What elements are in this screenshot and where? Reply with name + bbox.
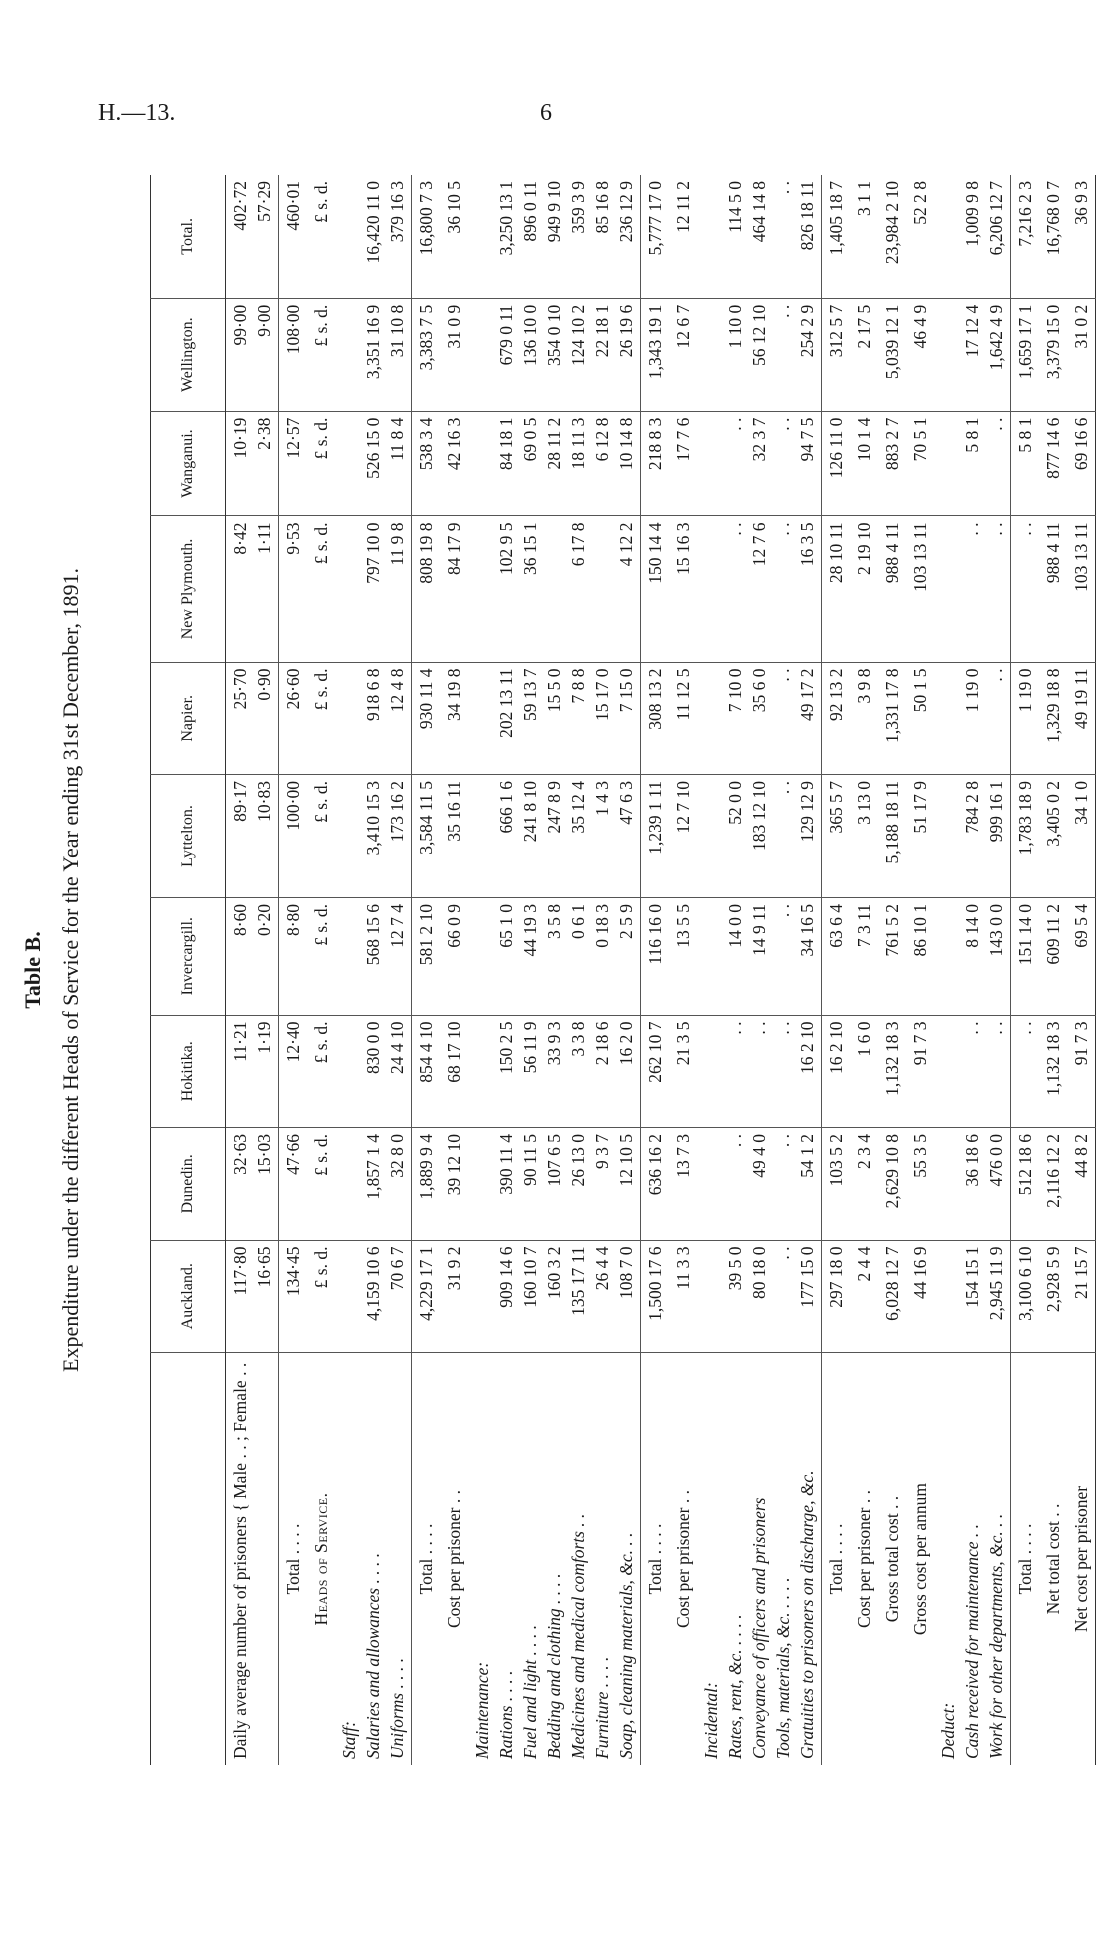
row-label: Maintenance: Rations . . . . Fuel and light . . . . Bedding and clothing . . . . Medicines and medical comforts . . Furniture . . . . Soap, cleaning materials, &c. . .: [472, 1513, 636, 1759]
value-cell: 854 4 10: [412, 1015, 441, 1127]
value-cell: £ s. d.: [307, 411, 335, 516]
value-cell: 16,420 11 0 379 16 3: [335, 175, 412, 298]
value-cell: 17 12 4 1,642 4 9: [934, 298, 1011, 411]
value-cell: 365 5 7: [822, 775, 851, 898]
value-cell: 12 6 7: [669, 298, 697, 411]
row-label-cell: [934, 1353, 1011, 1766]
value-cell: . . 12 7 6 . . 16 3 5: [697, 516, 822, 662]
value-cell: 12 7 10: [669, 775, 697, 898]
value-cell: 12 11 2: [669, 175, 697, 298]
value-cell: 312 5 7: [822, 298, 851, 411]
column-header: Total.: [151, 175, 226, 298]
value-cell: 117·80 16·65: [226, 1240, 279, 1352]
value-cell: 21 15 7: [1067, 1240, 1096, 1352]
table-row: [412, 175, 441, 1765]
row-label: Daily average number of prisoners { Male . . ; Female . .: [230, 1362, 250, 1759]
value-cell: 2 4 4: [850, 1240, 878, 1352]
value-cell: 11 12 5: [669, 662, 697, 774]
value-cell: 3,584 11 5: [412, 775, 441, 898]
value-cell: 666 1 6 241 8 10 247 8 9 35 12 4 1 4 3 47 6 3: [468, 775, 641, 898]
value-cell: 99·00 9·00: [226, 298, 279, 411]
value-cell: 7 10 0 35 6 0 . . 49 17 2: [697, 662, 822, 774]
value-cell: . . 49 4 0 . . 54 1 2: [697, 1128, 822, 1240]
value-cell: 12·57: [279, 411, 308, 516]
value-cell: 35 16 11: [440, 775, 468, 898]
column-header: Napier.: [151, 662, 226, 774]
value-cell: 103 13 11: [1067, 516, 1096, 662]
column-header: New Plymouth.: [151, 516, 226, 662]
value-cell: 100·00: [279, 775, 308, 898]
value-cell: 16,768 0 7: [1039, 175, 1067, 298]
value-cell: 13 5 5: [669, 897, 697, 1015]
table-label: Table B.: [20, 931, 45, 1009]
expenditure-table: [150, 175, 1096, 1765]
value-cell: 1,857 1 4 32 8 0: [335, 1128, 412, 1240]
value-cell: £ s. d.: [307, 897, 335, 1015]
value-cell: 14 0 0 14 9 11 . . 34 16 5: [697, 897, 822, 1015]
row-label: Net total cost . .: [1043, 1503, 1063, 1615]
value-cell: 13 7 3: [669, 1128, 697, 1240]
value-cell: 8·42 1·11: [226, 516, 279, 662]
value-cell: 202 13 11 59 13 7 15 5 0 7 8 8 15 17 0 7 15 0: [468, 662, 641, 774]
value-cell: 70 5 1: [906, 411, 934, 516]
value-cell: 784 2 8 999 16 1: [934, 775, 1011, 898]
value-cell: 4,229 17 1: [412, 1240, 441, 1352]
value-cell: 116 16 0: [641, 897, 670, 1015]
row-label-cell: [822, 1353, 851, 1766]
value-cell: 988 4 11: [878, 516, 906, 662]
value-cell: 460·01: [279, 175, 308, 298]
value-cell: 17 7 6: [669, 411, 697, 516]
value-cell: £ s. d.: [307, 775, 335, 898]
value-cell: 3,379 15 0: [1039, 298, 1067, 411]
value-cell: 1,889 9 4: [412, 1128, 441, 1240]
value-cell: 69 16 6: [1067, 411, 1096, 516]
value-cell: 55 3 5: [906, 1128, 934, 1240]
value-cell: 10 1 4: [850, 411, 878, 516]
row-label: Total . . . .: [416, 1523, 436, 1595]
table-row: [335, 175, 412, 1765]
value-cell: 1 10 0 56 12 10 . . 254 2 9: [697, 298, 822, 411]
value-cell: 52 0 0 183 12 10 . . 129 12 9: [697, 775, 822, 898]
row-label: Cost per prisoner . .: [673, 1489, 693, 1629]
value-cell: 877 14 6: [1039, 411, 1067, 516]
value-cell: . . . . . . 16 2 10: [697, 1015, 822, 1127]
value-cell: 262 10 7: [641, 1015, 670, 1127]
value-cell: 126 11 0: [822, 411, 851, 516]
value-cell: 390 11 4 90 11 5 107 6 5 26 13 0 9 3 7 12 10 5: [468, 1128, 641, 1240]
value-cell: 8·80: [279, 897, 308, 1015]
value-cell: 21 3 5: [669, 1015, 697, 1127]
table-row: [1011, 175, 1040, 1765]
table-row: [669, 175, 697, 1765]
page-id: H.—13.: [98, 100, 176, 126]
value-cell: 883 2 7: [878, 411, 906, 516]
column-header: Auckland.: [151, 1240, 226, 1352]
row-label-cell: [307, 1353, 335, 1766]
value-cell: 1,132 18 3: [1039, 1015, 1067, 1127]
row-label-cell: [878, 1353, 906, 1766]
row-label-cell: [1067, 1353, 1096, 1766]
table-row: [1039, 175, 1067, 1765]
value-cell: 3,100 6 10: [1011, 1240, 1040, 1352]
column-header: Dunedin.: [151, 1128, 226, 1240]
value-cell: £ s. d.: [307, 175, 335, 298]
value-cell: 1,009 9 8 6,206 12 7: [934, 175, 1011, 298]
value-cell: 3 13 0: [850, 775, 878, 898]
value-cell: 297 18 0: [822, 1240, 851, 1352]
value-cell: 1,405 18 7: [822, 175, 851, 298]
value-cell: 103 13 11: [906, 516, 934, 662]
table-row: [822, 175, 851, 1765]
value-cell: . . 32 3 7 . . 94 7 5: [697, 411, 822, 516]
value-cell: 1,331 17 8: [878, 662, 906, 774]
row-label-cell: [468, 1353, 641, 1766]
value-cell: 1,500 17 6: [641, 1240, 670, 1352]
value-cell: 1 19 0: [1011, 662, 1040, 774]
value-cell: 84 18 1 69 0 5 28 11 2 18 11 3 6 12 8 10 14 8: [468, 411, 641, 516]
table-row: [906, 175, 934, 1765]
value-cell: 34 19 8: [440, 662, 468, 774]
value-cell: 150 2 5 56 11 9 33 9 3 3 3 8 2 18 6 16 2 0: [468, 1015, 641, 1127]
value-cell: 3,405 0 2: [1039, 775, 1067, 898]
row-label-cell: [906, 1353, 934, 1766]
value-cell: 69 5 4: [1067, 897, 1096, 1015]
value-cell: 44 16 9: [906, 1240, 934, 1352]
value-cell: 1 6 0: [850, 1015, 878, 1127]
value-cell: 581 2 10: [412, 897, 441, 1015]
row-label-cell: [669, 1353, 697, 1766]
value-cell: 5,188 18 11: [878, 775, 906, 898]
value-cell: 2,629 10 8: [878, 1128, 906, 1240]
value-cell: 1,343 19 1: [641, 298, 670, 411]
value-cell: 8·60 0·20: [226, 897, 279, 1015]
value-cell: 51 17 9: [906, 775, 934, 898]
value-cell: 988 4 11: [1039, 516, 1067, 662]
value-cell: 108·00: [279, 298, 308, 411]
row-label-cell: [335, 1353, 412, 1766]
row-label-cell: [641, 1353, 670, 1766]
value-cell: 7 3 11: [850, 897, 878, 1015]
table-row: [279, 175, 308, 1765]
page-number: 6: [540, 100, 552, 126]
value-cell: 2,928 5 9: [1039, 1240, 1067, 1352]
value-cell: 761 5 2: [878, 897, 906, 1015]
value-cell: 52 2 8: [906, 175, 934, 298]
value-cell: 3,250 13 1 896 0 11 949 9 10 359 3 9 85 16 8 236 12 9: [468, 175, 641, 298]
value-cell: 91 7 3: [1067, 1015, 1096, 1127]
value-cell: 636 16 2: [641, 1128, 670, 1240]
row-label-cell: [697, 1353, 822, 1766]
value-cell: 538 3 4: [412, 411, 441, 516]
value-cell: 808 19 8: [412, 516, 441, 662]
row-label: Cost per prisoner . .: [444, 1489, 464, 1629]
value-cell: 930 11 4: [412, 662, 441, 774]
row-label-cell: [1039, 1353, 1067, 1766]
value-cell: 1,659 17 1: [1011, 298, 1040, 411]
value-cell: 16,800 7 3: [412, 175, 441, 298]
value-cell: 402·72 57·29: [226, 175, 279, 298]
value-cell: 31 9 2: [440, 1240, 468, 1352]
value-cell: 11·21 1·19: [226, 1015, 279, 1127]
value-cell: . . . .: [934, 516, 1011, 662]
value-cell: 3,410 15 3 173 16 2: [335, 775, 412, 898]
value-cell: 36 10 5: [440, 175, 468, 298]
value-cell: 154 15 1 2,945 11 9: [934, 1240, 1011, 1352]
table-row: [934, 175, 1011, 1765]
value-cell: 526 15 0 11 8 4: [335, 411, 412, 516]
value-cell: 2 19 10: [850, 516, 878, 662]
value-cell: 92 13 2: [822, 662, 851, 774]
table-row: [307, 175, 335, 1765]
table-row: [440, 175, 468, 1765]
value-cell: 2 17 5: [850, 298, 878, 411]
table-row: [226, 175, 279, 1765]
column-header: Hokitika.: [151, 1015, 226, 1127]
row-label-cell: [226, 1353, 279, 1766]
value-cell: 218 8 3: [641, 411, 670, 516]
value-cell: 3 1 1: [850, 175, 878, 298]
row-label-cell: [412, 1353, 441, 1766]
value-cell: 36 9 3: [1067, 175, 1096, 298]
value-cell: 26·60: [279, 662, 308, 774]
value-cell: 16 2 10: [822, 1015, 851, 1127]
value-cell: 2,116 12 2: [1039, 1128, 1067, 1240]
value-cell: 65 1 0 44 19 3 3 5 8 0 6 1 0 18 3 2 5 9: [468, 897, 641, 1015]
value-cell: 1 19 0 . .: [934, 662, 1011, 774]
value-cell: 134·45: [279, 1240, 308, 1352]
value-cell: 34 1 0: [1067, 775, 1096, 898]
column-header: Wellington.: [151, 298, 226, 411]
value-cell: . .: [1011, 516, 1040, 662]
value-cell: 91 7 3: [906, 1015, 934, 1127]
value-cell: 49 19 11: [1067, 662, 1096, 774]
row-label: Cost per prisoner . .: [854, 1489, 874, 1629]
rotated-table-area: [0, 140, 1091, 1800]
table-row: [641, 175, 670, 1765]
value-cell: 1,329 18 8: [1039, 662, 1067, 774]
table-row: [697, 175, 822, 1765]
column-header: Wanganui.: [151, 411, 226, 516]
row-label: Total . . . .: [826, 1523, 846, 1595]
value-cell: 512 18 6: [1011, 1128, 1040, 1240]
value-cell: 151 14 0: [1011, 897, 1040, 1015]
value-cell: 23,984 2 10: [878, 175, 906, 298]
value-cell: 830 0 0 24 4 10: [335, 1015, 412, 1127]
value-cell: 9·53: [279, 516, 308, 662]
value-cell: 11 3 3: [669, 1240, 697, 1352]
value-cell: 31 0 2: [1067, 298, 1096, 411]
value-cell: £ s. d.: [307, 662, 335, 774]
value-cell: 47·66: [279, 1128, 308, 1240]
value-cell: 7,216 2 3: [1011, 175, 1040, 298]
value-cell: 15 16 3: [669, 516, 697, 662]
value-cell: . . . .: [934, 1015, 1011, 1127]
value-cell: 150 14 4: [641, 516, 670, 662]
value-cell: 5 8 1 . .: [934, 411, 1011, 516]
value-cell: 102 9 5 36 15 1 6 17 8 4 12 2: [468, 516, 641, 662]
value-cell: 39 12 10: [440, 1128, 468, 1240]
table-row: [468, 175, 641, 1765]
value-cell: 4,159 10 6 70 6 7: [335, 1240, 412, 1352]
column-header: Lyttelton.: [151, 775, 226, 898]
value-cell: 3,383 7 5: [412, 298, 441, 411]
value-cell: 46 4 9: [906, 298, 934, 411]
value-cell: 25·70 0·90: [226, 662, 279, 774]
value-cell: 1,239 1 11: [641, 775, 670, 898]
value-cell: 63 6 4: [822, 897, 851, 1015]
value-cell: 50 1 5: [906, 662, 934, 774]
row-label: Total . . . .: [283, 1523, 303, 1595]
value-cell: 8 14 0 143 0 0: [934, 897, 1011, 1015]
page-header: [0, 100, 1114, 140]
value-cell: 797 10 0 11 9 8: [335, 516, 412, 662]
table-body: [226, 175, 1096, 1765]
value-cell: £ s. d.: [307, 1240, 335, 1352]
value-cell: 114 5 0 464 14 8 . . 826 18 11: [697, 175, 822, 298]
value-cell: 103 5 2: [822, 1128, 851, 1240]
column-header: Invercargill.: [151, 897, 226, 1015]
row-label: Total . . . .: [1015, 1523, 1035, 1595]
value-cell: 3,351 16 9 31 10 8: [335, 298, 412, 411]
value-cell: 39 5 0 80 18 0 . . 177 15 0: [697, 1240, 822, 1352]
table-row: [850, 175, 878, 1765]
value-cell: 609 11 2: [1039, 897, 1067, 1015]
value-cell: £ s. d.: [307, 1015, 335, 1127]
value-cell: 5,039 12 1: [878, 298, 906, 411]
value-cell: 28 10 11: [822, 516, 851, 662]
row-label: Gross cost per annum: [910, 1482, 930, 1636]
row-label: Total . . . .: [645, 1523, 665, 1595]
value-cell: 42 16 3: [440, 411, 468, 516]
table-row: [1067, 175, 1096, 1765]
value-cell: 568 15 6 12 7 4: [335, 897, 412, 1015]
value-cell: 44 8 2: [1067, 1128, 1096, 1240]
value-cell: 6,028 12 7: [878, 1240, 906, 1352]
value-cell: 66 0 9: [440, 897, 468, 1015]
value-cell: 5 8 1: [1011, 411, 1040, 516]
value-cell: 308 13 2: [641, 662, 670, 774]
value-cell: 89·17 10·83: [226, 775, 279, 898]
header-row: [151, 175, 226, 1765]
row-label-cell: [1011, 1353, 1040, 1766]
value-cell: £ s. d.: [307, 516, 335, 662]
row-label-cell: [850, 1353, 878, 1766]
row-label-cell: [440, 1353, 468, 1766]
value-cell: 32·63 15·03: [226, 1128, 279, 1240]
value-cell: £ s. d.: [307, 1128, 335, 1240]
row-label: Incidental: Rates, rent, &c. . . . . Conveyance of officers and prisoners Tools, materials, &c. . . . . Gratuities to prisoners on discharge, &c.: [701, 1470, 817, 1759]
row-label: Staff: Salaries and allowances . . . . Uniforms . . . .: [339, 1552, 407, 1759]
value-cell: 12·40: [279, 1015, 308, 1127]
row-label-cell: [279, 1353, 308, 1766]
value-cell: 1,132 18 3: [878, 1015, 906, 1127]
header-label-cell: [151, 1353, 226, 1766]
row-label: Net cost per prisoner: [1071, 1485, 1091, 1633]
value-cell: 10·19 2·38: [226, 411, 279, 516]
table-header: [151, 175, 226, 1765]
value-cell: 86 10 1: [906, 897, 934, 1015]
value-cell: . .: [1011, 1015, 1040, 1127]
row-label: Heads of Service.: [311, 1492, 331, 1626]
value-cell: 918 6 8 12 4 8: [335, 662, 412, 774]
value-cell: 909 14 6 160 10 7 160 3 2 135 17 11 26 4 4 108 7 0: [468, 1240, 641, 1352]
value-cell: 2 3 4: [850, 1128, 878, 1240]
value-cell: £ s. d.: [307, 298, 335, 411]
table-row: [878, 175, 906, 1765]
table-title: Expenditure under the different Heads of Service for the Year ending 31st December, 1891.: [58, 568, 83, 1372]
value-cell: 1,783 18 9: [1011, 775, 1040, 898]
value-cell: 84 17 9: [440, 516, 468, 662]
value-cell: 3 9 8: [850, 662, 878, 774]
row-label: Deduct: Cash received for maintenance . . Work for other departments, &c. . .: [938, 1513, 1006, 1759]
value-cell: 679 0 11 136 10 0 354 0 10 124 10 2 22 18 1 26 19 6: [468, 298, 641, 411]
row-label: Gross total cost . .: [882, 1495, 902, 1623]
value-cell: 31 0 9: [440, 298, 468, 411]
value-cell: 36 18 6 476 0 0: [934, 1128, 1011, 1240]
value-cell: 5,777 17 0: [641, 175, 670, 298]
value-cell: 68 17 10: [440, 1015, 468, 1127]
